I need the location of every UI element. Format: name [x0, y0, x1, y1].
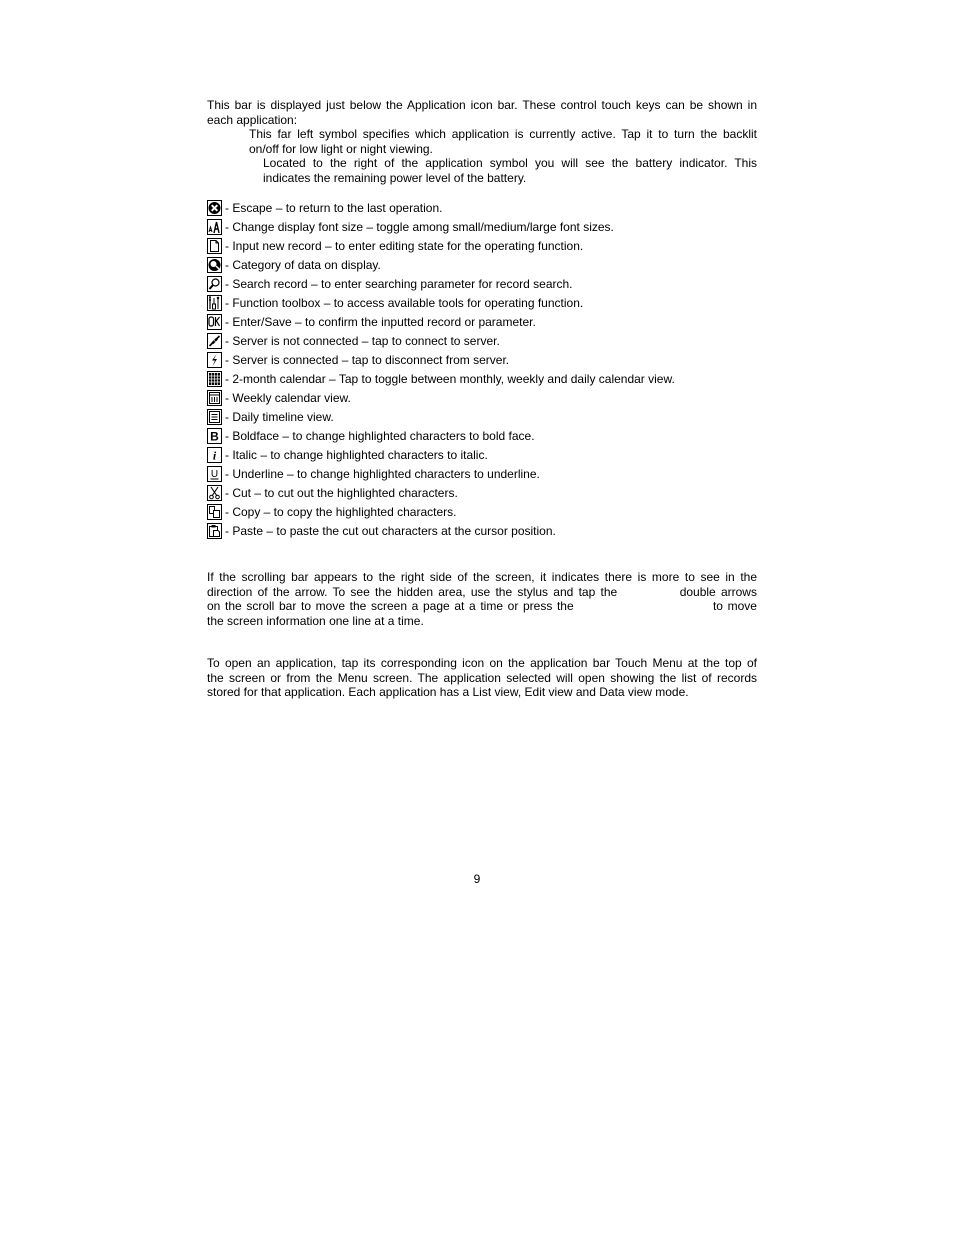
- icon-legend-row: [207, 483, 767, 502]
- intro-paragraph: [207, 98, 757, 127]
- category-icon: [207, 257, 222, 273]
- scrolling-line-3: [207, 599, 757, 614]
- month-calendar-icon: [207, 371, 222, 387]
- scrolling-line-2: [207, 585, 757, 600]
- scrolling-line-1: If the scrolling bar appears to the right side of the screen, it indicates there is more to see in the: [207, 570, 757, 584]
- scrolling-line-2b: double arrows: [679, 584, 757, 599]
- icon-legend-row: [207, 464, 767, 483]
- week-calendar-icon: [207, 390, 222, 406]
- icon-legend-row: [207, 236, 767, 255]
- ok-icon: [207, 314, 222, 330]
- scrolling-line-3b: to move: [712, 599, 757, 613]
- icon-legend-text: - Change display font size – toggle among small/medium/large font sizes.: [225, 219, 614, 234]
- battery-paragraph: [263, 156, 757, 185]
- scrolling-line-3a: on the scroll bar to move the screen a page at a time or press the: [207, 599, 574, 613]
- icon-legend-list: [207, 198, 767, 540]
- toolbox-icon: [207, 295, 222, 311]
- app-symbol-paragraph: [249, 127, 757, 156]
- icon-legend-row: [207, 312, 767, 331]
- svg-text:U: U: [210, 468, 219, 480]
- icon-legend-text: - Escape – to return to the last operation.: [225, 200, 443, 215]
- search-icon: [207, 276, 222, 292]
- icon-legend-text: - Italic – to change highlighted characters to italic.: [225, 447, 488, 462]
- scrolling-line-4: the screen information one line at a time.: [207, 613, 424, 628]
- open-app-line-2: the screen or from the Menu screen. The application selected will open showing the list of records: [207, 670, 757, 685]
- icon-legend-text: - Weekly calendar view.: [225, 390, 351, 405]
- intro-line-2: each application:: [207, 112, 298, 127]
- icon-legend-row: [207, 426, 767, 445]
- server-disconnected-icon: [207, 333, 222, 349]
- icon-legend-row: [207, 502, 767, 521]
- paste-icon: [207, 523, 222, 539]
- icon-legend-text: - Daily timeline view.: [225, 409, 334, 424]
- italic-icon: [207, 447, 222, 463]
- server-connected-icon: [207, 352, 222, 368]
- daily-timeline-icon: [207, 409, 222, 425]
- icon-legend-text: - Paste – to paste the cut out characters at the cursor position.: [225, 523, 556, 538]
- icon-legend-text: - Server is not connected – tap to connect to server.: [225, 333, 500, 348]
- icon-legend-row: [207, 198, 767, 217]
- icon-legend-text: - Enter/Save – to confirm the inputted record or parameter.: [225, 314, 536, 329]
- icon-legend-text: - Search record – to enter searching parameter for record search.: [225, 276, 573, 291]
- icon-legend-row: [207, 445, 767, 464]
- icon-legend-text: - Cut – to cut out the highlighted characters.: [225, 485, 458, 500]
- icon-legend-row: [207, 350, 767, 369]
- cut-icon: [207, 485, 222, 501]
- icon-legend-text: - Function toolbox – to access available tools for operating function.: [225, 295, 584, 310]
- icon-legend-row: [207, 407, 767, 426]
- intro-line-1: This bar is displayed just below the Application icon bar. These control touch keys can be shown in: [207, 98, 757, 112]
- icon-legend-text: - Input new record – to enter editing state for the operating function.: [225, 238, 584, 253]
- icon-legend-row: [207, 369, 767, 388]
- icon-legend-row: [207, 521, 767, 540]
- scrolling-line-2a: direction of the arrow. To see the hidden area, use the stylus and tap the: [207, 584, 618, 599]
- icon-legend-row: [207, 388, 767, 407]
- icon-legend-text: - Boldface – to change highlighted characters to bold face.: [225, 428, 535, 443]
- icon-legend-row: [207, 331, 767, 350]
- icon-legend-text: - Server is connected – tap to disconnect from server.: [225, 352, 510, 367]
- icon-legend-row: [207, 217, 767, 236]
- open-app-line-1: To open an application, tap its corresponding icon on the application bar Touch Menu at the top of: [207, 656, 757, 670]
- svg-text:B: B: [210, 429, 219, 443]
- new-record-icon: [207, 238, 222, 254]
- battery-line-2: indicates the remaining power level of the battery.: [263, 170, 527, 185]
- copy-icon: [207, 504, 222, 520]
- app-symbol-line-1: This far left symbol specifies which application is currently active. Tap it to turn the backlit: [249, 127, 757, 141]
- scrolling-paragraph: [207, 570, 757, 628]
- app-symbol-line-2: on/off for low light or night viewing.: [249, 141, 433, 156]
- open-app-line-3: stored for that application. Each application has a List view, Edit view and Data view mode.: [207, 685, 689, 699]
- icon-legend-text: - 2-month calendar – Tap to toggle between monthly, weekly and daily calendar view.: [225, 371, 675, 386]
- icon-legend-row: [207, 274, 767, 293]
- page-number: 9: [473, 872, 481, 886]
- icon-legend-row: [207, 255, 767, 274]
- escape-icon: [207, 200, 222, 216]
- font-size-icon: [207, 219, 222, 235]
- icon-legend-text: - Copy – to copy the highlighted characters.: [225, 504, 457, 519]
- icon-legend-text: - Category of data on display.: [225, 257, 381, 272]
- icon-legend-text: - Underline – to change highlighted characters to underline.: [225, 466, 540, 481]
- battery-line-1: Located to the right of the application symbol you will see the battery indicator. This: [263, 156, 757, 170]
- svg-text:i: i: [212, 448, 217, 462]
- bold-icon: [207, 428, 222, 444]
- icon-legend-row: [207, 293, 767, 312]
- open-application-paragraph: [207, 656, 757, 700]
- underline-icon: [207, 466, 222, 482]
